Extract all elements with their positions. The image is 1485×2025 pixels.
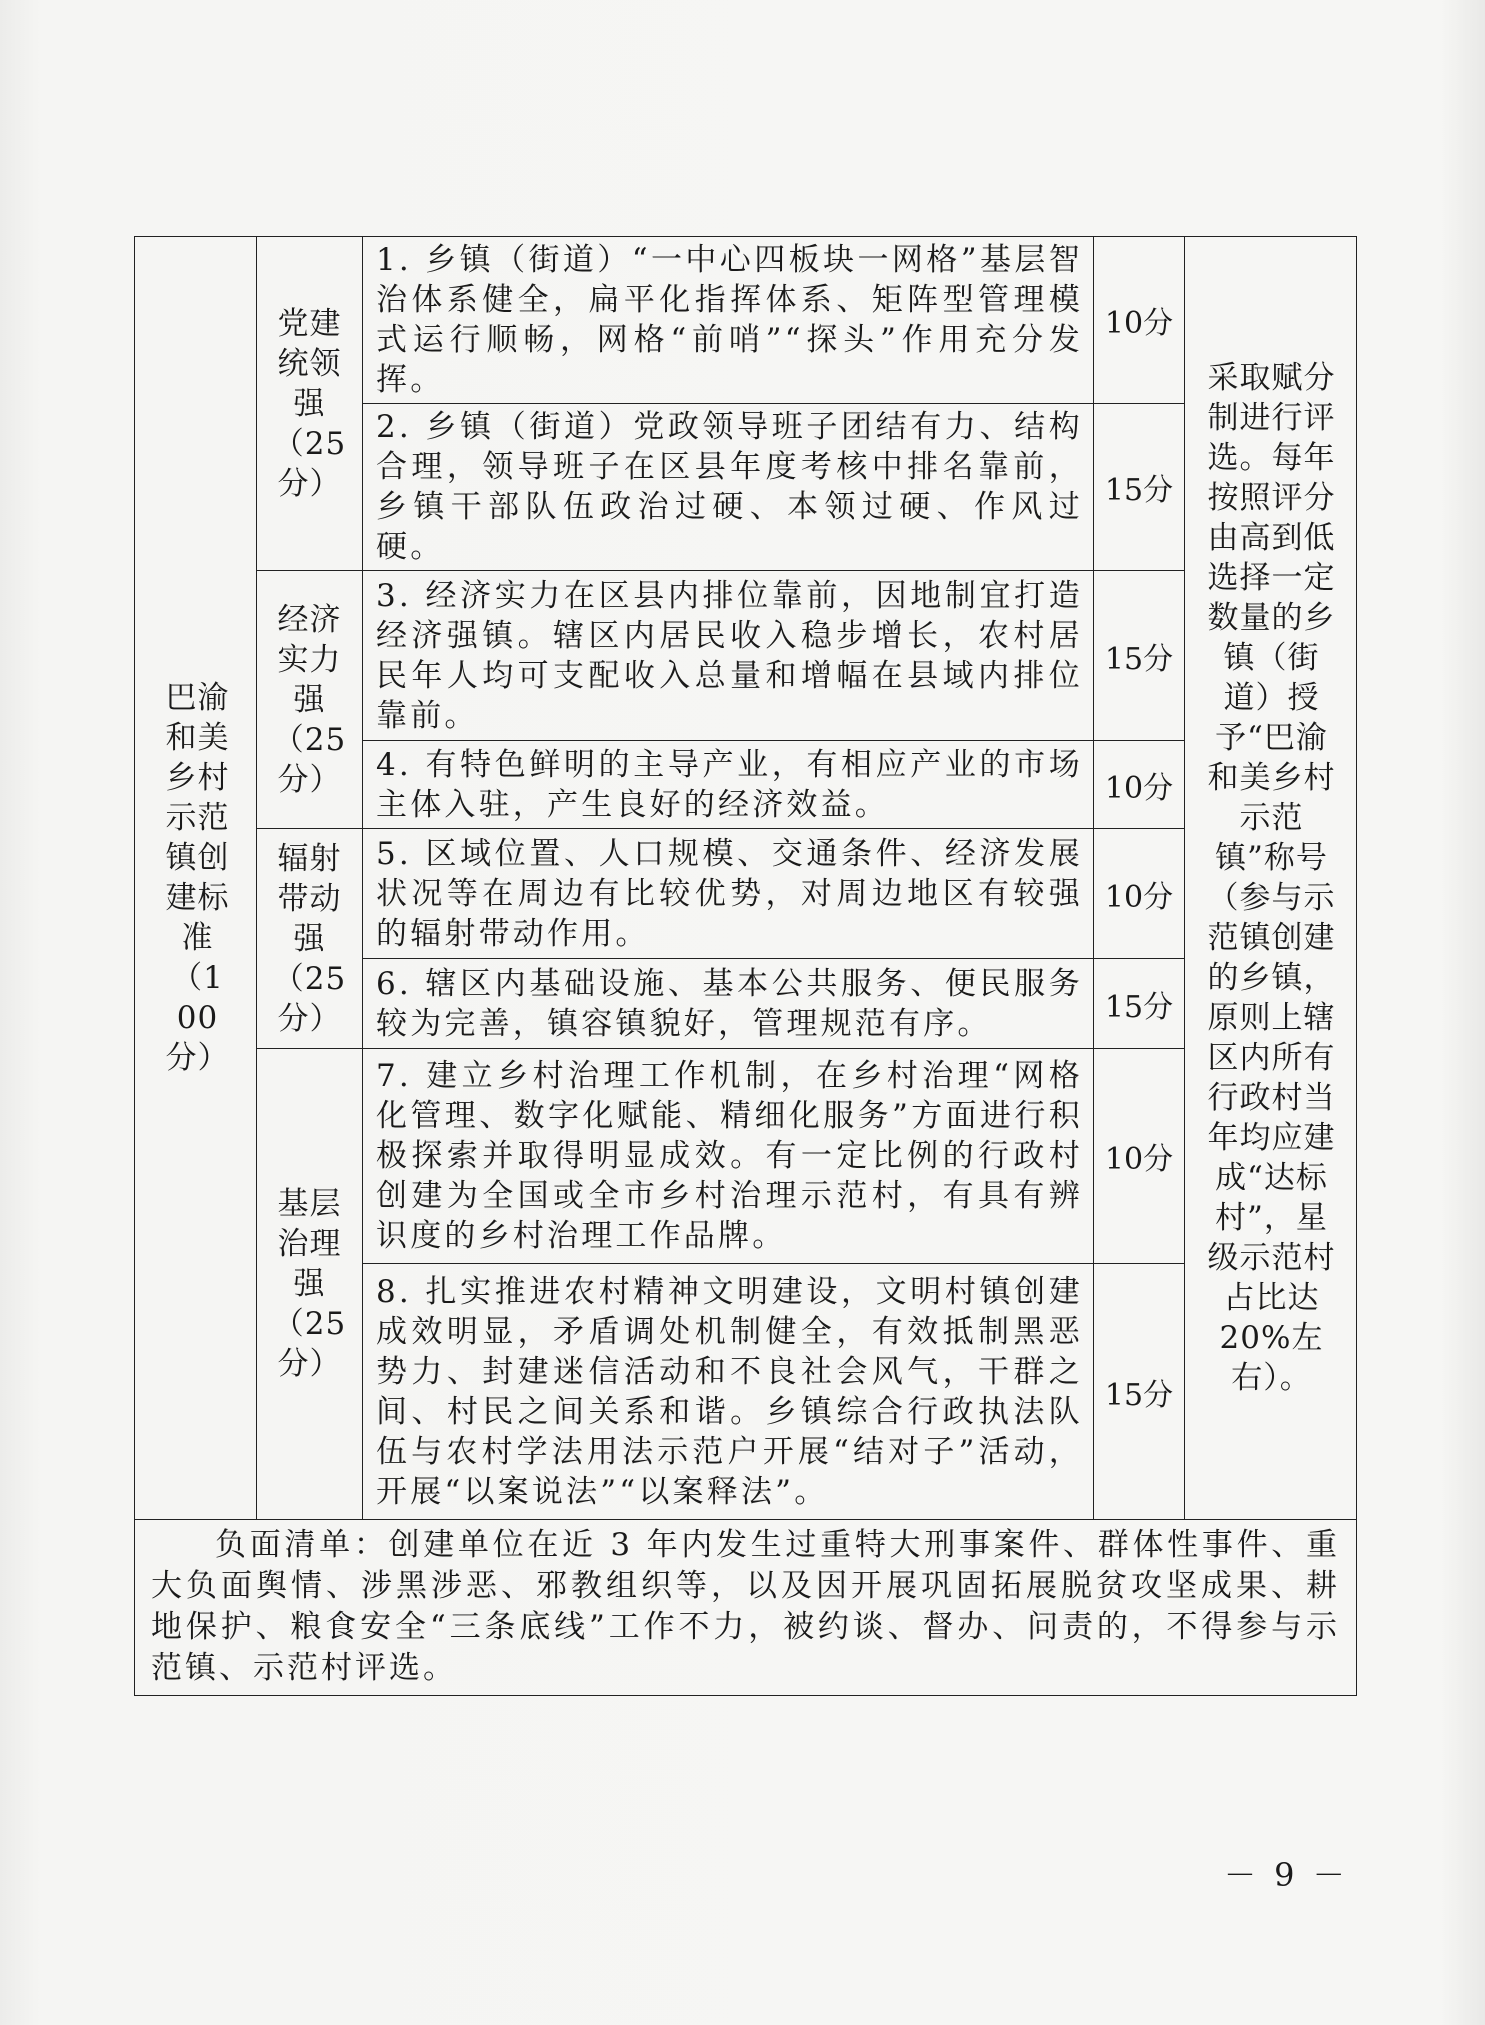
standard-label: 巴渝和美乡村示范镇创建标准（100分） — [165, 680, 230, 1076]
table-row — [135, 1049, 1357, 1264]
item-score: 15分 — [1104, 473, 1174, 508]
item-cell — [363, 571, 1094, 741]
score-cell — [1094, 404, 1185, 571]
category-label: 党建统领强（25分） — [272, 305, 347, 502]
category-cell — [257, 237, 363, 571]
negative-list-cell — [135, 1520, 1357, 1696]
item-score: 15分 — [1104, 1377, 1174, 1413]
item-text: 5. 区域位置、人口规模、交通条件、经济发展状况等在周边有比较优势，对周边地区有较强的辐射带动作用。 — [376, 835, 1083, 952]
method-cell — [1185, 237, 1357, 1520]
evaluation-method: 采取赋分制进行评选。每年按照评分由高到低选择一定数量的乡镇（街道）授予“巴渝和美乡村示范镇”称号（参与示范镇创建的乡镇，原则上辖区内所有行政村当年均应建成“达标村”，星级示范村占比达 20%左右）。 — [1207, 360, 1336, 1396]
category-label: 辐射带动强（25分） — [272, 840, 347, 1037]
category-label: 基层治理强（25分） — [272, 1186, 347, 1382]
item-text: 1. 乡镇（街道）“一中心四板块一网格”基层智治体系健全，扁平化指挥体系、矩阵型管理模式运行顺畅，网格“前哨”“探头”作用充分发挥。 — [376, 242, 1083, 398]
item-text: 7. 建立乡村治理工作机制，在乡村治理“网格化管理、数字化赋能、精细化服务”方面进行积极探索并取得明显成效。有一定比例的行政村创建为全国或全市乡村治理示范村，有具有辨识度的乡村治理工作品牌。 — [376, 1058, 1083, 1254]
item-cell — [363, 237, 1094, 404]
item-score: 10分 — [1104, 306, 1174, 341]
score-cell — [1094, 1049, 1185, 1264]
item-text: 4. 有特色鲜明的主导产业，有相应产业的市场主体入驻，产生良好的经济效益。 — [376, 746, 1083, 823]
score-cell — [1094, 571, 1185, 741]
item-text: 2. 乡镇（街道）党政领导班子团结有力、结构合理，领导班子在区县年度考核中排名靠前，乡镇干部队伍政治过硬、本领过硬、作风过硬。 — [376, 409, 1083, 565]
page-number: － 9 － — [1224, 1856, 1349, 1894]
score-cell — [1094, 1264, 1185, 1520]
item-text: 8. 扎实推进农村精神文明建设，文明村镇创建成效明显，矛盾调处机制健全，有效抵制黑恶势力、封建迷信活动和不良社会风气，干群之间、村民之间关系和谐。乡镇综合行政执法队伍与农村学法用法示范户开展“结对子”活动，开展“以案说法”“以案释法”。 — [376, 1273, 1083, 1510]
item-cell — [363, 404, 1094, 571]
category-label: 经济实力强（25分） — [272, 601, 347, 798]
item-text: 3. 经济实力在区县内排位靠前，因地制宜打造经济强镇。辖区内居民收入稳步增长，农村居民年人均可支配收入总量和增幅在县域内排位靠前。 — [376, 577, 1083, 734]
table-row — [135, 571, 1357, 741]
item-score: 15分 — [1104, 641, 1174, 677]
item-cell — [363, 829, 1094, 959]
item-cell — [363, 1049, 1094, 1264]
negative-list: 负面清单：创建单位在近 3 年内发生过重特大刑事案件、群体性事件、重大负面舆情、涉黑涉恶、邪教组织等，以及因开展巩固拓展脱贫攻坚成果、耕地保护、粮食安全“三条底线”工作不力，被约谈、督办、问责的，不得参与示范镇、示范村评选。 — [151, 1526, 1340, 1686]
score-cell — [1094, 741, 1185, 829]
standards-table — [134, 236, 1357, 1696]
item-score: 10分 — [1104, 770, 1174, 806]
category-cell — [257, 829, 363, 1049]
item-score: 10分 — [1104, 1142, 1174, 1177]
score-cell — [1094, 237, 1185, 404]
item-score: 10分 — [1104, 879, 1174, 915]
score-cell — [1094, 959, 1185, 1049]
category-cell — [257, 571, 363, 829]
table-row — [135, 237, 1357, 404]
standard-label-cell — [135, 237, 257, 1520]
item-text: 6. 辖区内基础设施、基本公共服务、便民服务较为完善，镇容镇貌好，管理规范有序。 — [376, 965, 1083, 1042]
score-cell — [1094, 829, 1185, 959]
item-cell — [363, 959, 1094, 1049]
item-cell — [363, 741, 1094, 829]
table-row — [135, 1520, 1357, 1696]
category-cell — [257, 1049, 363, 1520]
item-score: 15分 — [1104, 989, 1174, 1025]
item-cell — [363, 1264, 1094, 1520]
table-row — [135, 829, 1357, 959]
